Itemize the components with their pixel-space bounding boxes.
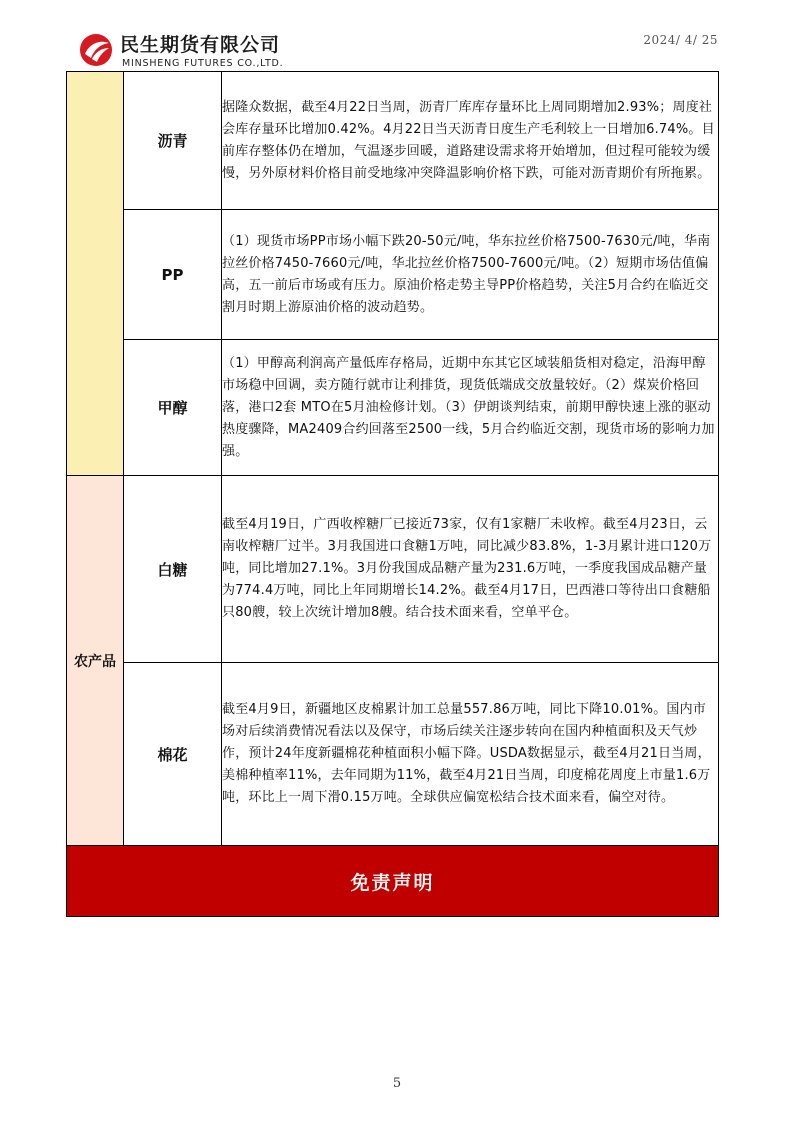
commodity-name: 白糖 — [124, 476, 222, 663]
table-row — [67, 663, 719, 846]
commodity-name: 沥青 — [124, 72, 222, 210]
commodity-analysis: 截至4月19日，广西收榨糖厂已接近73家，仅有1家糖厂未收榨。截至4月23日，云南收榨糖厂过半。3月我国进口食糖1万吨，同比减少83.8%，1-3月累计进口120万吨，同比增加27.1%。3月份我国成品糖产量为231.6万吨，一季度我国成品糖产量为774.4万吨，同比上年同期增长14.2%。截至4月17日，巴西港口等待出口食糖船只80艘，较上次统计增加8艘。结合技术面来看，空单平仓。 — [222, 476, 719, 663]
category-cell-agri: 农产品 — [67, 476, 124, 846]
table-row — [67, 476, 719, 663]
commodity-name: 甲醇 — [124, 340, 222, 476]
table-row — [67, 72, 719, 210]
minsheng-logo-icon — [78, 32, 114, 68]
commodity-analysis: （1）甲醇高利润高产量低库存格局，近期中东其它区域装船货相对稳定，沿海甲醇市场稳中回调，卖方随行就市让利排货，现货低端成交放量较好。（2）煤炭价格回落，港口2套 MTO在5月油检修计划。（3）伊朗谈判结束，前期甲醇快速上涨的驱动热度骤降，MA2409合约回落至2500一线，5月合约临近交割，现货市场的影响力加强。 — [222, 340, 719, 476]
commodity-name: PP — [124, 210, 222, 340]
company-name-cn: 民生期货有限公司 — [120, 34, 281, 56]
table-row — [67, 210, 719, 340]
commodity-name: 棉花 — [124, 663, 222, 846]
category-cell-energy — [67, 72, 124, 476]
report-date: 2024/ 4/ 25 — [643, 33, 718, 47]
commodity-table — [66, 71, 719, 917]
disclaimer-banner: 免责声明 — [67, 846, 719, 917]
page-header — [0, 0, 794, 70]
commodity-analysis: 据隆众数据，截至4月22日当周，沥青厂库库存量环比上周同期增加2.93%；周度社会库存量环比增加0.42%。4月22日当天沥青日度生产毛利较上一日增加6.74%。目前库存整体仍在增加，气温逐步回暖，道路建设需求将开始增加，但过程可能较为缓慢，另外原材料价格目前受地缘冲突降温影响价格下跌，可能对沥青期价有所拖累。 — [222, 72, 719, 210]
commodity-analysis: （1）现货市场PP市场小幅下跌20-50元/吨，华东拉丝价格7500-7630元/吨，华南拉丝价格7450-7660元/吨，华北拉丝价格7500-7600元/吨。（2）短期市场估值偏高，五一前后市场或有压力。原油价格走势主导PP价格趋势，关注5月合约在临近交割月时期上游原油价格的波动趋势。 — [222, 210, 719, 340]
table-row — [67, 340, 719, 476]
page-number: 5 — [392, 1076, 402, 1091]
company-name-en: MINSHENG FUTURES CO.,LTD. — [122, 58, 284, 69]
commodity-analysis: 截至4月9日，新疆地区皮棉累计加工总量557.86万吨，同比下降10.01%。国内市场对后续消费情况看法以及保守，市场后续关注逐步转向在国内种植面积及天气炒作，预计24年度新疆棉花种植面积小幅下降。USDA数据显示，截至4月21日当周，美棉种植率11%，去年同期为11%，截至4月21日当周，印度棉花周度上市量1.6万吨，环比上一周下滑0.15万吨。全球供应偏宽松结合技术面来看，偏空对待。 — [222, 663, 719, 846]
disclaimer-row — [67, 846, 719, 917]
